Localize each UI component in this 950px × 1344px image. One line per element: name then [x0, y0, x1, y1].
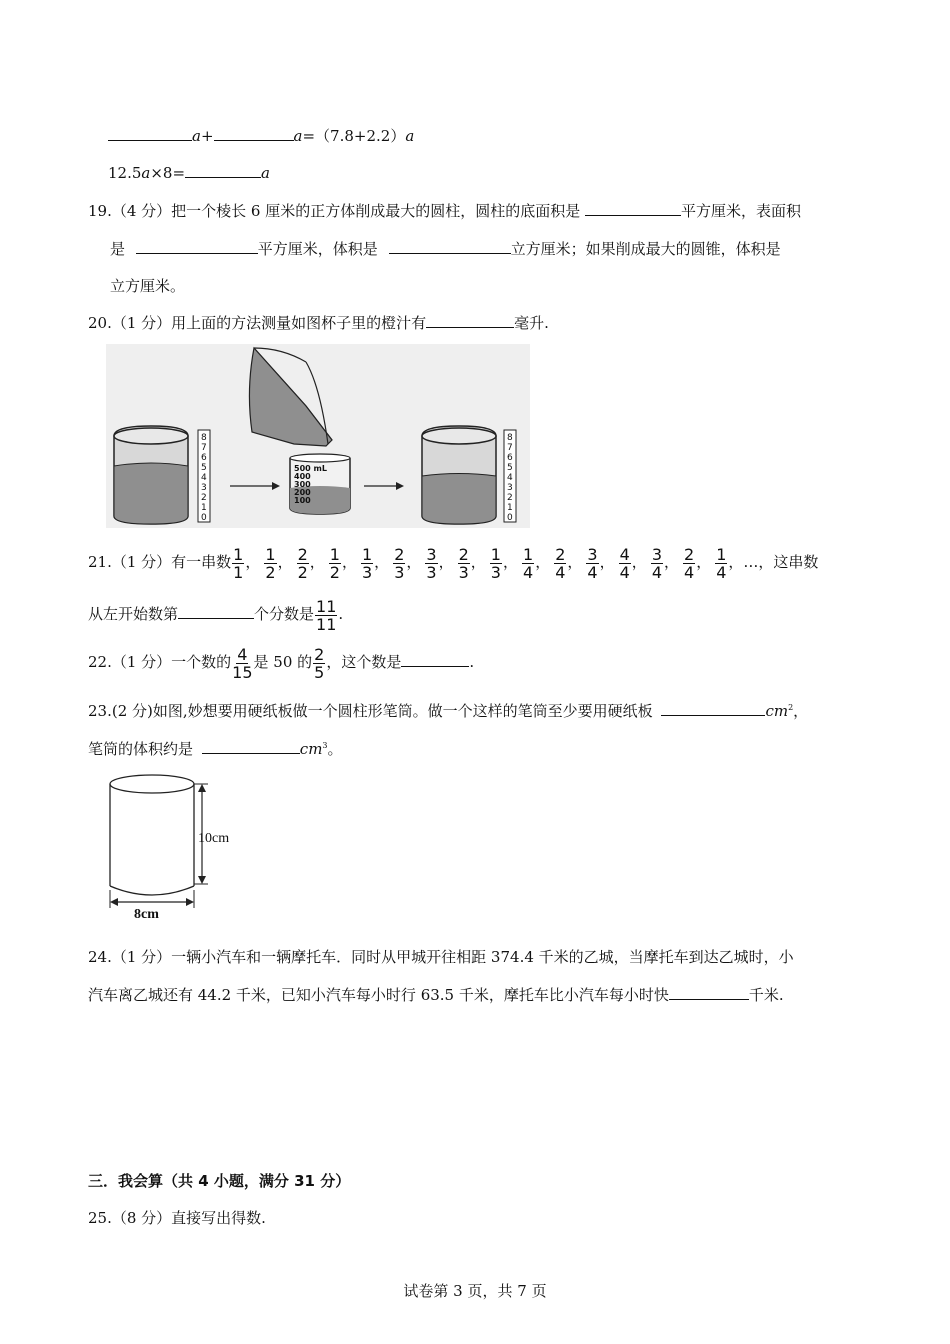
fraction-numerator: 2 [684, 544, 695, 564]
fraction-numerator: 2 [394, 544, 405, 564]
sequence-fraction [361, 546, 373, 581]
sequence-separator: ， [309, 553, 325, 571]
q18-var-a: a [293, 127, 303, 145]
fraction-denominator: 1 [233, 562, 244, 582]
q19-text: 立方厘米。 [110, 277, 186, 295]
q18-line2 [108, 161, 270, 184]
q22-text: . [469, 653, 475, 671]
q21-target-fraction [315, 598, 337, 633]
scale-label: 3 [507, 483, 513, 493]
sequence-separator: ， [341, 553, 357, 571]
sequence-fraction [393, 546, 405, 581]
sequence-fraction [232, 546, 244, 581]
q22-line [88, 642, 474, 682]
fraction-numerator: 3 [651, 544, 662, 564]
fraction-denominator: 4 [587, 562, 598, 582]
q18-blank-2[interactable] [214, 124, 294, 141]
q19-blank-volume[interactable] [389, 237, 511, 254]
diameter-arrow-head-left [110, 898, 118, 906]
q24-text: 汽车离乙城还有 44.2 千米，已知小汽车每小时行 63.5 千米，摩托车比小汽车每小时快 [88, 986, 669, 1004]
scale-label: 1 [507, 503, 513, 513]
fraction-denominator: 3 [458, 562, 469, 582]
fraction-denominator: 11 [316, 614, 337, 634]
q23-line1 [88, 697, 808, 722]
fraction-numerator: 3 [426, 544, 437, 564]
q23-unit: cm [299, 740, 323, 758]
fraction-denominator: 3 [426, 562, 437, 582]
fraction-numerator: 1 [361, 544, 373, 564]
q20-text: 毫升. [514, 314, 549, 332]
sequence-separator: ， [502, 553, 518, 571]
sequence-fraction [458, 546, 470, 581]
scale-label: 7 [201, 443, 207, 453]
sequence-fraction [297, 546, 309, 581]
scale-label: 0 [507, 513, 513, 523]
q23-unit: cm [765, 702, 789, 720]
q23-unit-exponent: 3 [322, 741, 328, 750]
fraction-denominator: 4 [555, 562, 566, 582]
fraction-denominator: 4 [651, 562, 662, 582]
q21-text: . [338, 605, 344, 623]
sequence-separator: ， [696, 553, 712, 571]
q21-text: 从左开始数第 [88, 605, 179, 623]
scale-label: 0 [201, 513, 207, 523]
q20-measurement-figure [106, 344, 530, 528]
scale-label: 4 [507, 473, 513, 483]
q24-line2 [88, 983, 784, 1006]
beaker-label: 200 [294, 488, 311, 497]
scale-label: 2 [201, 493, 207, 503]
q22-text: 是 50 的 [253, 653, 313, 671]
scale-label: 6 [507, 453, 513, 463]
q21-blank[interactable] [178, 602, 254, 619]
q20-text: 20.（1 分）用上面的方法测量如图杯子里的橙汁有 [88, 314, 427, 332]
sequence-fraction [329, 546, 341, 581]
fraction-denominator: 3 [361, 562, 373, 582]
q18-var-a: a [405, 127, 415, 145]
q23-text: 。 [327, 740, 343, 758]
fraction-denominator: 4 [716, 562, 727, 582]
fraction-denominator: 15 [232, 662, 253, 682]
q18-blank-3[interactable] [185, 161, 261, 178]
sequence-separator: ， [470, 553, 486, 571]
q18-plus: + [200, 127, 214, 145]
q23-text: 笔筒的体积约是 [88, 740, 194, 758]
q20-blank[interactable] [426, 311, 514, 328]
beaker-label: 300 [294, 480, 311, 489]
fraction-numerator: 2 [555, 544, 566, 564]
scale-label: 8 [201, 433, 207, 443]
beaker-label: 400 [294, 472, 311, 481]
q19-line1 [88, 199, 801, 222]
q23-text: 23.(2 分)如图,妙想要用硬纸板做一个圆柱形笔筒。做一个这样的笔筒至少要用硬纸板 [88, 702, 653, 720]
scale-label: 4 [201, 473, 207, 483]
diameter-arrow-head-right [186, 898, 194, 906]
q23-unit-exponent: 2 [788, 703, 794, 712]
sequence-separator: ， [277, 553, 293, 571]
scale-label: 7 [507, 443, 513, 453]
sequence-fraction [554, 546, 566, 581]
height-arrow-head-bottom [198, 876, 206, 884]
q21-text: ，…，这串数 [728, 553, 819, 571]
q19-line3 [110, 275, 185, 297]
q18-number: 12.5 [108, 164, 142, 182]
fraction-denominator: 5 [314, 662, 325, 682]
q24-blank[interactable] [669, 983, 749, 1000]
cylinder-top [110, 775, 194, 793]
q23-line2 [88, 735, 343, 760]
scale-label: 8 [507, 433, 513, 443]
cylinder-bottom [110, 886, 194, 895]
q19-blank-base-area[interactable] [585, 199, 681, 216]
fraction-numerator: 2 [297, 544, 308, 564]
q22-fraction-2 [313, 646, 325, 681]
fraction-denominator: 2 [329, 562, 340, 582]
q23-text: ， [793, 702, 809, 720]
scale-label: 6 [201, 453, 207, 463]
scale-label: 5 [507, 463, 513, 473]
fraction-numerator: 1 [329, 544, 340, 564]
q21-text: 21.（1 分）有一串数 [88, 553, 232, 571]
sequence-fraction [619, 546, 631, 581]
sequence-fraction [490, 546, 502, 581]
q18-line1 [108, 124, 414, 147]
q18-blank-1[interactable] [108, 124, 192, 141]
right-glass [422, 426, 496, 524]
q21-line2 [88, 594, 343, 634]
q19-text: 立方厘米；如果削成最大的圆锥，体积是 [510, 240, 781, 258]
sequence-fraction [522, 546, 534, 581]
q19-line2 [110, 237, 781, 260]
fraction-numerator: 1 [523, 544, 534, 564]
sequence-separator: ， [599, 553, 615, 571]
beaker-label: 100 [294, 496, 311, 505]
fraction-numerator: 1 [716, 544, 727, 564]
sequence-separator: ， [374, 553, 390, 571]
q20-line [88, 311, 549, 334]
sequence-fraction [425, 546, 437, 581]
fraction-denominator: 2 [297, 562, 308, 582]
q18-expression: ×8= [150, 164, 186, 182]
scale-label: 1 [201, 503, 207, 513]
fraction-numerator: 2 [458, 544, 469, 564]
q18-expression: =（7.8+2.2） [302, 127, 406, 145]
scale-label: 2 [507, 493, 513, 503]
q22-text: ，这个数是 [326, 653, 402, 671]
diameter-label: 8cm [134, 907, 159, 922]
q24-line1 [88, 946, 794, 968]
sequence-separator: ， [631, 553, 647, 571]
q23-blank-area[interactable] [661, 699, 765, 716]
fraction-numerator: 1 [265, 544, 276, 564]
q25-line [88, 1207, 266, 1229]
fraction-denominator: 4 [684, 562, 695, 582]
q18-var-a: a [261, 164, 270, 182]
scale-label: 5 [201, 463, 207, 473]
fraction-numerator: 2 [314, 644, 325, 664]
page-footer: 试卷第 3 页，共 7 页 [403, 1282, 547, 1300]
sequence-fraction [683, 546, 695, 581]
q22-fraction-1 [232, 646, 252, 681]
q21-text: 个分数是 [254, 605, 315, 623]
fraction-denominator: 4 [619, 562, 630, 582]
beaker-label: 500 mL [294, 464, 327, 473]
sequence-separator: ， [535, 553, 551, 571]
q18-var-a: a [141, 164, 151, 182]
q18-var-a: a [192, 127, 201, 145]
sequence-fraction [651, 546, 663, 581]
q22-text: 22.（1 分）一个数的 [88, 653, 232, 671]
q19-text: 19.（4 分）把一个棱长 6 厘米的正方体削成最大的圆柱，圆柱的底面积是 [88, 202, 581, 220]
fraction-numerator: 1 [233, 544, 244, 564]
q24-text: 千米. [748, 986, 784, 1004]
fraction-numerator: 11 [316, 596, 337, 616]
scale-label: 3 [201, 483, 207, 493]
q19-blank-surface-area[interactable] [136, 237, 258, 254]
sequence-separator: ， [664, 553, 680, 571]
height-label: 10cm [198, 831, 230, 846]
sequence-fraction [264, 546, 276, 581]
fraction-numerator: 4 [237, 644, 248, 664]
q22-blank[interactable] [401, 650, 469, 667]
fraction-numerator: 4 [619, 544, 630, 564]
q19-text: 是 [110, 240, 126, 258]
q19-text: 平方厘米，体积是 [257, 240, 378, 258]
sequence-fraction [715, 546, 727, 581]
sequence-separator: ， [567, 553, 583, 571]
sequence-separator: ， [245, 553, 261, 571]
q21-fraction-sequence [231, 544, 728, 582]
fraction-denominator: 3 [490, 562, 501, 582]
q23-blank-volume[interactable] [202, 737, 300, 754]
fraction-denominator: 3 [394, 562, 405, 582]
fraction-denominator: 2 [265, 562, 276, 582]
fraction-numerator: 3 [587, 544, 598, 564]
sequence-separator: ， [406, 553, 422, 571]
q25-text: 25.（8 分）直接写出得数. [88, 1209, 266, 1227]
q23-cylinder-figure [104, 772, 252, 922]
fraction-denominator: 4 [523, 562, 534, 582]
sequence-separator: ， [438, 553, 454, 571]
fraction-numerator: 1 [490, 544, 501, 564]
left-glass [114, 426, 188, 524]
q24-text: 24.（1 分）一辆小汽车和一辆摩托车．同时从甲城开往相距 374.4 千米的乙城，当摩托车到达乙城时，小 [88, 948, 794, 966]
sequence-fraction [586, 546, 598, 581]
q19-text: 平方厘米，表面积 [681, 202, 802, 220]
q21-line1 [88, 542, 818, 582]
section-3-title: 三．我会算（共 4 小题，满分 31 分） [88, 1172, 351, 1190]
height-arrow-head-top [198, 784, 206, 792]
